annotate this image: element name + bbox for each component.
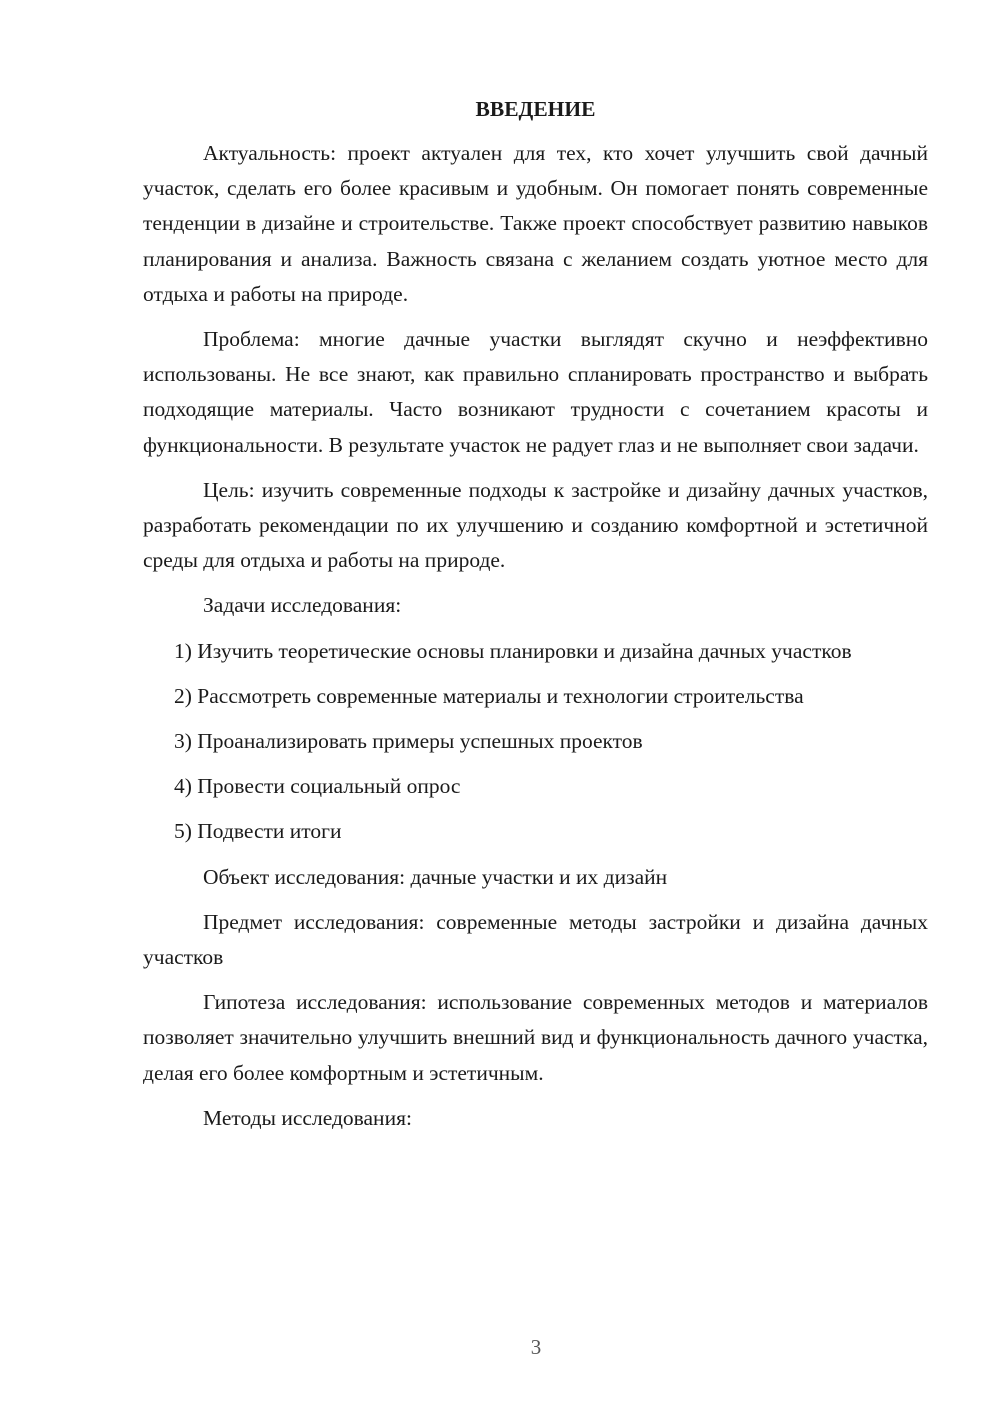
paragraph-problem: Проблема: многие дачные участки выглядят скучно и неэффективно использованы. Не все знают, как правильно спланировать пространство и выбрать подходящие материалы. Часто возникают трудности с сочетанием красоты и функциональности. В результате участок не радует глаз и не выполняет свои задачи. [143,327,928,457]
paragraph-hypothesis: Гипотеза исследования: использование современных методов и материалов позволяет значительно улучшить внешний вид и функциональность дачного участка, делая его более комфортным и эстетичным. [143,990,928,1085]
methods-heading: Методы исследования: [203,1105,412,1130]
page-number: 3 [530,1335,542,1359]
section-title: ВВЕДЕНИЕ [475,97,596,121]
task-item-5: 5) Подвести итоги [174,819,342,844]
paragraph-subject: Предмет исследования: современные методы застройки и дизайна дачных участков [143,909,928,970]
task-item-4: 4) Провести социальный опрос [174,774,461,799]
task-item-1: 1) Изучить теоретические основы планировки и дизайна дачных участков [174,638,852,663]
paragraph-goal: Цель: изучить современные подходы к застройке и дизайну дачных участков, разработать рекомендации по их улучшению и созданию комфортной и эстетичной среды для отдыха и работы на природе. [143,477,928,573]
paragraph-object: Объект исследования: дачные участки и их дизайн [203,864,668,889]
document-page [143,92,928,1146]
task-item-2: 2) Рассмотреть современные материалы и технологии строительства [174,683,804,708]
paragraph-relevance: Актуальность: проект актуален для тех, кто хочет улучшить свой дачный участок, сделать его более красивым и удобным. Он помогает понять современные тенденции в дизайне и строительстве. Также проект способствует развитию навыков планирования и анализа. Важность связана с желанием создать уютное место для отдыха и работы на природе. [143,141,928,306]
task-item-3: 3) Проанализировать примеры успешных проектов [174,729,643,754]
tasks-heading: Задачи исследования: [203,593,402,618]
